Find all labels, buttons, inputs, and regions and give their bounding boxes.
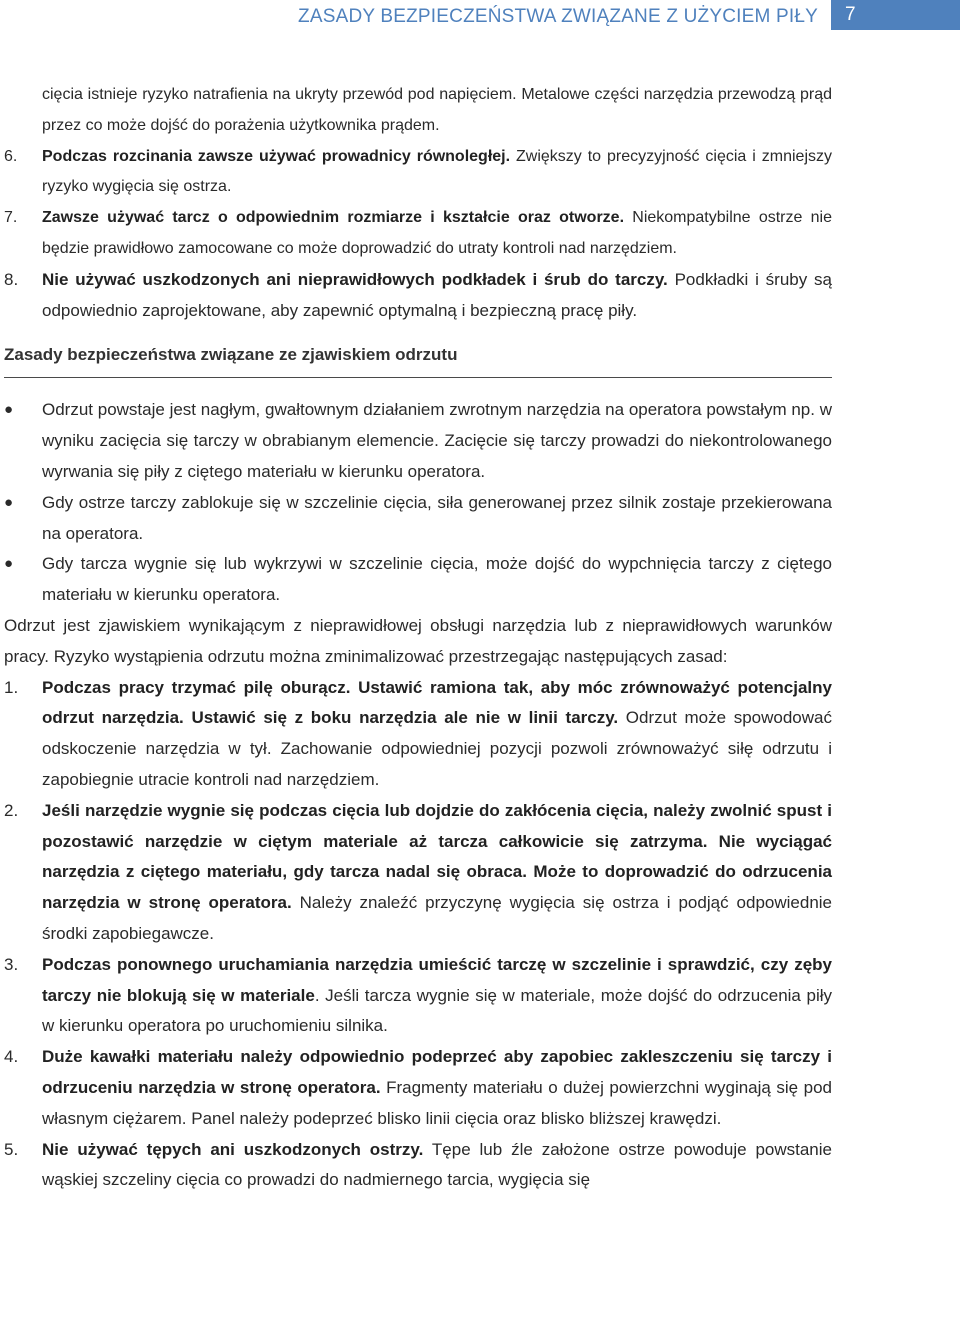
- rule-bold-text: Duże kawałki materiału należy odpowiednio podeprzeć aby zapobiec zakleszczeniu się tarczy i odrzuceniu narzędzia w stronę operatora.: [42, 1047, 832, 1097]
- rule-number: 3.: [4, 954, 19, 974]
- rule-text: Niekompatybilne ostrze nie będzie prawidłowo zamocowane co może doprowadzić do utraty kontroli nad narzędziem.: [42, 209, 832, 257]
- rule-text: Należy znaleźć przyczynę wygięcia się ostrza i podjąć odpowiednie środki zapobiegawcze.: [42, 893, 832, 943]
- rule-number: 2.: [4, 800, 19, 820]
- rule-item: [4, 796, 832, 950]
- rule-number: 5.: [4, 1139, 19, 1159]
- rule-bold-text: Nie używać uszkodzonych ani nieprawidłowych podkładek i śrub do tarczy.: [42, 269, 668, 289]
- bullet-icon: ●: [4, 555, 14, 573]
- rule-text: Zwiększy to precyzyjność cięcia i zmniejszy ryzyko wygięcia się ostrza.: [42, 147, 833, 196]
- rule-bold-text: Nie używać tępych ani uszkodzonych ostrzy.: [42, 1139, 424, 1159]
- rule-text: Podkładki i śruby są odpowiednio zaprojektowane, aby zapewnić optymalną i bezpieczną pracę piły.: [42, 269, 833, 320]
- continued-paragraph: cięcia istnieje ryzyko natrafienia na ukryty przewód pod napięciem. Metalowe części narzędzia przewodzą prąd przez co może dojść do porażenia użytkownika prądem.: [42, 86, 832, 134]
- rule-bold-text: Zawsze używać tarcz o odpowiednim rozmiarze i kształcie oraz otworze.: [42, 209, 625, 227]
- rule-number: 4.: [4, 1047, 19, 1067]
- rule-item: [4, 1042, 832, 1134]
- rule-number: 1.: [4, 677, 19, 697]
- bullet-text: Odrzut powstaje jest nagłym, gwałtownym działaniem zwrotnym narzędzia na operatora powstałym np. w wyniku zacięcia się tarczy w obrabianym elemencie. Zacięcie się tarczy prowadzi do niekontrolowanego wyrwania się piły z ciętego materiału w kierunku operatora.: [42, 400, 832, 481]
- rule-number: 7.: [4, 209, 18, 227]
- header-title: ZASADY BEZPIECZEŃSTWA ZWIĄZANE Z UŻYCIEM PIŁY: [298, 6, 818, 27]
- rule-bold-text: Jeśli narzędzie wygnie się podczas cięcia lub dojdzie do zakłócenia cięcia, należy zwolnić spust i pozostawić narzędzie w ciętym materiale aż tarcza całkowicie się zatrzyma. Nie wyciągać narzędzia z ciętego materiału, gdy tarcza nadal się obraca. Może to doprowadzić do odrzucenia narzędzia w stronę operatora.: [42, 800, 832, 913]
- rule-bold-text: Podczas ponownego uruchamiania narzędzia umieścić tarczę w szczelinie i sprawdzić, czy zęby tarczy nie blokują się w materiale: [42, 954, 832, 1005]
- rule-bold-text: Podczas rozcinania zawsze używać prowadnicy równoległej.: [42, 147, 511, 165]
- rule-text: Fragmenty materiału o dużej powierzchni wyginają się pod własnym ciężarem. Panel należy podeprzeć blisko linii cięcia oraz blisko bliższej krawędzi.: [42, 1077, 832, 1128]
- bullet-icon: ●: [4, 401, 14, 419]
- rule-text: Odrzut może spowodować odskoczenie narzędzia w tył. Zachowanie odpowiedniej pozycji pozwoli zrównoważyć siłę odrzutu i zapobiegnie utracie kontroli nad narzędziem.: [42, 708, 832, 789]
- page-number: 7: [831, 0, 960, 30]
- rule-item: [4, 673, 832, 796]
- document-body: [4, 80, 832, 1196]
- body-paragraph: Odrzut jest zjawiskiem wynikającym z nieprawidłowej obsługi narzędzia lub z nieprawidłowych warunków pracy. Ryzyko wystąpienia odrzutu można zminimalizować przestrzegając następujących zasad:: [4, 615, 832, 666]
- rule-number: 8.: [4, 269, 19, 289]
- section-heading: Zasady bezpieczeństwa związane ze zjawiskiem odrzutu: [4, 340, 832, 378]
- rule-number: 6.: [4, 147, 18, 165]
- rule-item: [4, 203, 832, 265]
- rule-item: [4, 950, 832, 1042]
- bullet-item: [4, 395, 832, 487]
- rule-text: . Jeśli tarcza wygnie się w materiale, może dojść do odrzucenia piły w kierunku operatora po uruchomieniu silnika.: [42, 985, 833, 1036]
- rule-item: [4, 265, 832, 327]
- bullet-item: [4, 488, 832, 550]
- rule-item: [4, 1135, 832, 1197]
- rule-item: [4, 142, 832, 204]
- bullet-text: Gdy tarcza wygnie się lub wykrzywi w szczelinie cięcia, może dojść do wypchnięcia tarczy z ciętego materiału w kierunku operatora.: [42, 554, 832, 605]
- rule-bold-text: Podczas pracy trzymać pilę oburącz. Ustawić ramiona tak, aby móc zrównoważyć potencjalny odrzut narzędzia. Ustawić się z boku narzędzia ale nie w linii tarczy.: [42, 677, 832, 728]
- bullet-icon: ●: [4, 493, 14, 511]
- page-header: [0, 0, 960, 34]
- bullet-text: Gdy ostrze tarczy zablokuje się w szczelinie cięcia, siła generowanej przez silnik zostaje przekierowana na operatora.: [42, 492, 832, 543]
- rule-text: Tępe lub źle założone ostrze powoduje powstanie wąskiej szczeliny cięcia co prowadzi do nadmiernego tarcia, wygięcia się: [42, 1139, 832, 1190]
- bullet-item: [4, 549, 832, 611]
